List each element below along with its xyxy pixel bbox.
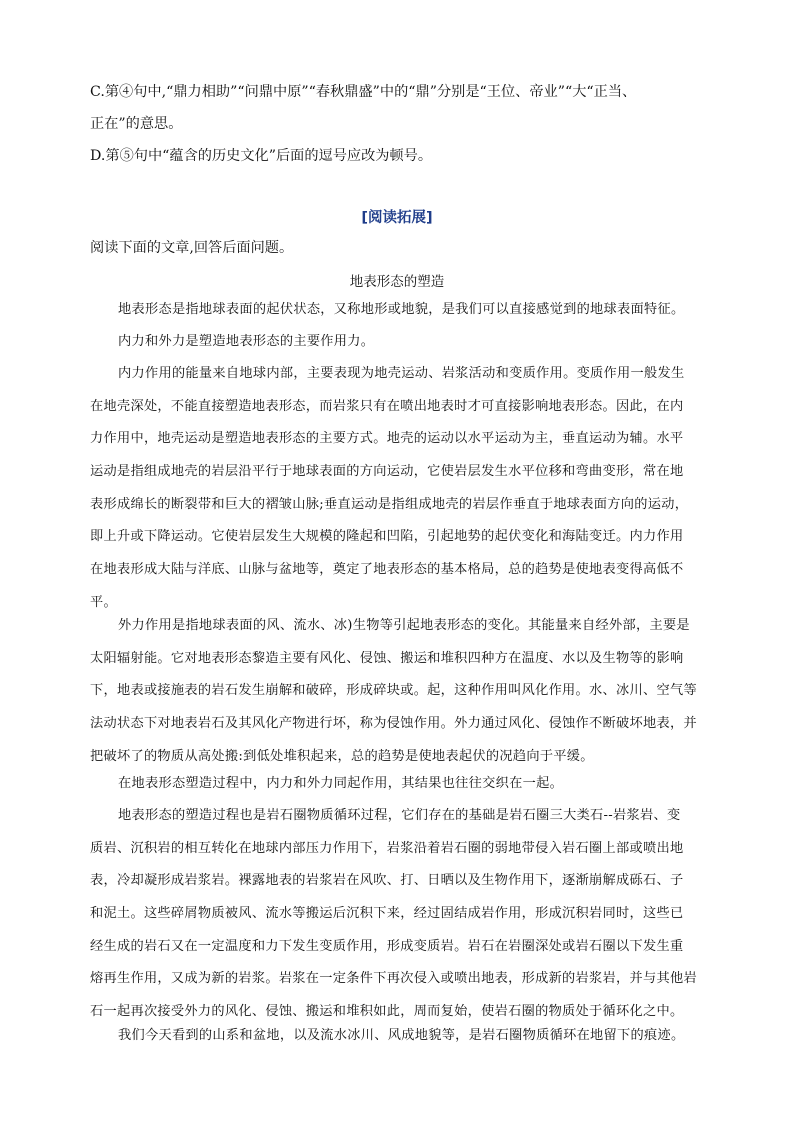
- article-paragraph-5: [90, 768, 704, 801]
- paragraph-line: 表，冷却凝形成岩浆岩。裸露地表的岩浆岩在风吹、打、日晒以及生物作用下，逐渐崩解成砾石、子: [90, 873, 684, 889]
- paragraph-line: 太阳辐射能。它对地表形态黎造主要有风化、侵蚀、搬运和堆积四种方在温度、水以及生物等的影响: [90, 650, 684, 666]
- paragraph-line: 下，地表或接施表的岩石发生崩解和破碎，形成碎块或。起，这种作用叫风化作用。水、冰川、空气等: [90, 683, 697, 699]
- article-paragraph-1: [90, 294, 704, 327]
- article-paragraph-4: [90, 610, 704, 773]
- option-c-line-1: C.第④句中,“鼎力相助”“问鼎中原”“春秋鼎盛”中的“鼎”分别是“王位、帝业”“大“正当、: [90, 84, 637, 100]
- paragraph-line: 力作用中，地壳运动是塑造地表形态的主要方式。地壳的运动以水平运动为主，垂直运动为辅。水平: [90, 431, 684, 447]
- paragraph-line: 平。: [90, 594, 117, 610]
- section-heading: [阅读拓展]: [361, 210, 433, 226]
- paragraph-line: 和泥土。这些碎屑物质被风、流水等搬运后沉积下来，经过固结成岩作用，形成沉积岩同时，这些已: [90, 906, 684, 922]
- option-d-line: D.第⑤句中“蕴含的历史文化”后面的逗号应改为顿号。: [90, 148, 433, 164]
- paragraph-line: 在地表形成大陆与洋底、山脉与盆地等，奠定了地表形态的基本格局，总的趋势是使地表变得高低不: [90, 562, 684, 578]
- paragraph-line: 我们今天看到的山系和盆地，以及流水冰川、风成地貌等，是岩石圈物质循环在地留下的痕迹。: [118, 1028, 685, 1043]
- instruction-text: 阅读下面的文章,回答后面问题。: [90, 240, 294, 256]
- paragraph-line: 把破坏了的物质从高处搬:到低处堆积起来，总的趋势是使地表起伏的况趋向于平缓。: [90, 748, 594, 764]
- paragraph-line: 在地表形态塑造过程中，内力和外力同起作用，其结果也往往交织在一起。: [118, 776, 564, 791]
- article-paragraph-3: [90, 358, 704, 620]
- paragraph-line: 法动状态下对地表岩石及其风化产物进行坏，称为侵蚀作用。外力通过风化、侵蚀作不断破坏地表，并: [90, 716, 697, 732]
- paragraph-line: 表形成绵长的断裂带和巨大的褶皱山脉;垂直运动是指组成地壳的岩层作垂直于地球表面方向的运动，: [90, 496, 689, 512]
- paragraph-line: 内力作用的能量来自地球内部，主要表现为地壳运动、岩浆活动和变质作用。变质作用一般发生: [118, 366, 685, 381]
- paragraph-line: 石一起再次接受外力的风化、侵蚀、搬运和堆积如此，周而复始，使岩石圈的物质处于循环化之中。: [90, 1004, 684, 1020]
- paragraph-line: 运动是指组成地壳的岩层沿平行于地球表面的方向运动，它使岩层发生水平位移和弯曲变形，常在地: [90, 464, 684, 480]
- article-paragraph-2: [90, 326, 704, 359]
- paragraph-line: 在地壳深处，不能直接塑造地表形态，而岩浆只有在喷出地表时才可直接影响地表形态。因此，在内: [90, 398, 684, 414]
- paragraph-line: 经生成的岩石又在一定温度和力下发生变质作用，形成变质岩。岩石在岩圈深处或岩石圈以下发生重: [90, 938, 684, 954]
- paragraph-line: 地表形态是指地球表面的起伏状态，又称地形或地貌，是我们可以直接感觉到的地球表面特征。: [118, 302, 685, 317]
- paragraph-line: 质岩、沉积岩的相互转化在地球内部压力作用下，岩浆沿着岩石圈的弱地带侵入岩石圈上部或喷出地: [90, 840, 684, 856]
- option-c-line-2: 正在”的意思。: [90, 116, 183, 132]
- paragraph-line: 熔再生作用，又成为新的岩浆。岩浆在一定条件下再次侵入或喷出地表，形成新的岩浆岩，并与其他岩: [90, 971, 697, 987]
- article-title: 地表形态的塑造: [349, 274, 445, 290]
- paragraph-line: 内力和外力是塑造地表形态的主要作用力。: [118, 334, 375, 349]
- article-paragraph-7: [90, 1020, 704, 1053]
- paragraph-line: 外力作用是指地球表面的风、流水、冰)生物等引起地表形态的变化。其能量来自经外部，主要是: [118, 618, 690, 633]
- article-paragraph-6: [90, 800, 704, 1029]
- paragraph-line: 地表形态的塑造过程也是岩石圈物质循环过程，它们存在的基础是岩石圈三大类石--岩浆岩、变: [118, 808, 681, 823]
- paragraph-line: 即上升或下降运动。它使岩层发生大规模的隆起和凹陷，引起地势的起伏变化和海陆变迁。内力作用: [90, 529, 684, 545]
